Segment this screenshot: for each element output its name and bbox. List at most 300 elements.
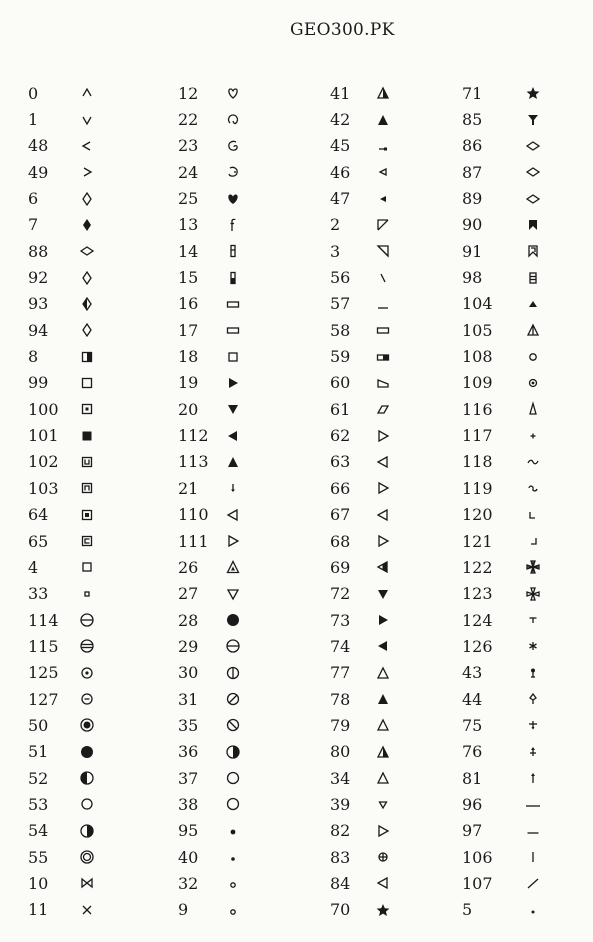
symbol-entry xyxy=(330,291,396,317)
symbol-code: 73 xyxy=(330,610,351,630)
diamond-open-icon xyxy=(74,321,100,339)
symbol-entry xyxy=(28,765,100,791)
circle-backslash-icon xyxy=(220,716,246,734)
symbol-entry xyxy=(330,317,396,343)
symbol-code: 7 xyxy=(28,215,39,235)
circle-open-icon xyxy=(220,795,246,813)
symbol-code: 70 xyxy=(330,900,351,920)
symbol-entry xyxy=(330,818,396,844)
symbol-code: 124 xyxy=(462,610,493,630)
symbol-code: 45 xyxy=(330,136,351,156)
symbol-code: 0 xyxy=(28,83,39,103)
symbol-code: 118 xyxy=(462,452,493,472)
symbol-code: 12 xyxy=(178,83,199,103)
symbol-code: 72 xyxy=(330,584,351,604)
symbol-entry xyxy=(330,633,396,659)
flag-f-icon xyxy=(220,216,246,234)
symbol-code: 85 xyxy=(462,110,483,130)
symbol-entry xyxy=(462,660,546,686)
symbol-code: 21 xyxy=(178,478,199,498)
corner-bl-icon xyxy=(520,506,546,524)
symbol-entry xyxy=(178,765,246,791)
symbol-column-1 xyxy=(28,80,100,923)
triangle-left-open-icon xyxy=(370,453,396,471)
symbol-code: 58 xyxy=(330,320,351,340)
triangle-up-half-icon xyxy=(370,743,396,761)
symbol-code: 62 xyxy=(330,426,351,446)
symbol-entry xyxy=(330,159,396,185)
page-title: GEO300.PK xyxy=(290,20,395,40)
symbol-entry xyxy=(330,449,396,475)
symbol-entry xyxy=(462,870,546,896)
diamond-wide-open-icon xyxy=(520,163,546,181)
symbol-entry xyxy=(330,264,396,290)
symbol-entry xyxy=(178,870,246,896)
symbol-entry xyxy=(330,343,396,369)
symbol-entry xyxy=(330,238,396,264)
tilde-icon xyxy=(520,453,546,471)
corner-tl-icon xyxy=(370,242,396,260)
maltese-cross-open-icon xyxy=(520,585,546,603)
parallelogram-icon xyxy=(370,400,396,418)
symbol-code: 8 xyxy=(28,347,39,367)
symbol-code: 114 xyxy=(28,610,59,630)
symbol-entry xyxy=(462,607,546,633)
symbol-entry xyxy=(330,581,396,607)
symbol-code: 40 xyxy=(178,847,199,867)
symbol-entry xyxy=(178,660,246,686)
symbol-code: 29 xyxy=(178,636,199,656)
symbol-entry xyxy=(330,475,396,501)
diamond-open-icon xyxy=(74,269,100,287)
triangle-right-filled-icon xyxy=(370,611,396,629)
bowtie-icon xyxy=(74,874,100,892)
plus-arrow-down-icon xyxy=(520,716,546,734)
symbol-code: 87 xyxy=(462,162,483,182)
diamond-half-left-icon xyxy=(74,295,100,313)
circle-vline-icon xyxy=(220,664,246,682)
symbol-entry xyxy=(178,475,246,501)
symbol-entry xyxy=(462,791,546,817)
symbol-entry xyxy=(28,818,100,844)
symbol-entry xyxy=(178,422,246,448)
symbol-code: 111 xyxy=(178,531,209,551)
symbol-code: 33 xyxy=(28,584,49,604)
symbol-code: 55 xyxy=(28,847,49,867)
symbol-entry xyxy=(178,133,246,159)
symbol-code: 46 xyxy=(330,162,351,182)
symbol-entry xyxy=(178,791,246,817)
diamond-wide-open-icon xyxy=(520,137,546,155)
symbol-code: 97 xyxy=(462,821,483,841)
star-filled-icon xyxy=(520,84,546,102)
symbol-entry xyxy=(462,264,546,290)
symbol-entry xyxy=(178,607,246,633)
symbol-code: 71 xyxy=(462,83,483,103)
symbol-code: 66 xyxy=(330,478,351,498)
symbol-entry xyxy=(178,159,246,185)
heart-open-icon xyxy=(220,84,246,102)
symbol-code: 19 xyxy=(178,373,199,393)
symbol-entry xyxy=(28,870,100,896)
symbol-entry xyxy=(178,897,246,923)
arrow-up-bar-icon xyxy=(520,769,546,787)
symbol-code: 47 xyxy=(330,189,351,209)
symbol-code: 34 xyxy=(330,768,351,788)
arrow-up-plus-icon xyxy=(520,743,546,761)
symbol-entry xyxy=(28,581,100,607)
triangle-up-split-icon xyxy=(520,321,546,339)
circle-small-open-icon xyxy=(520,348,546,366)
symbol-code: 63 xyxy=(330,452,351,472)
triangle-up-inner-icon xyxy=(220,558,246,576)
circle-bullseye-icon xyxy=(74,716,100,734)
square-thick-icon xyxy=(74,558,100,576)
symbol-entry xyxy=(330,422,396,448)
underscore-icon xyxy=(370,295,396,313)
symbol-entry xyxy=(330,212,396,238)
symbol-code: 49 xyxy=(28,162,49,182)
symbol-entry xyxy=(28,502,100,528)
symbol-entry xyxy=(28,106,100,132)
symbol-code: 84 xyxy=(330,873,351,893)
symbol-code: 17 xyxy=(178,320,199,340)
symbol-entry xyxy=(28,475,100,501)
triangle-up-half-icon xyxy=(370,84,396,102)
vbar-icon xyxy=(520,848,546,866)
symbol-entry xyxy=(178,264,246,290)
symbol-entry xyxy=(178,844,246,870)
symbol-code: 10 xyxy=(28,873,49,893)
caret-up-icon xyxy=(74,84,100,102)
symbol-entry xyxy=(462,554,546,580)
symbol-code: 52 xyxy=(28,768,49,788)
symbol-entry xyxy=(28,185,100,211)
symbol-entry xyxy=(28,212,100,238)
symbol-entry xyxy=(28,739,100,765)
symbol-code: 79 xyxy=(330,715,351,735)
asterisk-icon xyxy=(520,637,546,655)
symbol-code: 92 xyxy=(28,268,49,288)
diamond-wide-open-icon xyxy=(520,190,546,208)
symbol-code: 42 xyxy=(330,110,351,130)
circle-half-left-icon xyxy=(74,769,100,787)
symbol-entry xyxy=(462,739,546,765)
symbol-entry xyxy=(178,818,246,844)
bar-tall-open-icon xyxy=(220,242,246,260)
caret-down-icon xyxy=(74,111,100,129)
dot-tiny-icon xyxy=(520,901,546,919)
corner-tr-icon xyxy=(370,216,396,234)
symbol-entry xyxy=(462,712,546,738)
symbol-entry xyxy=(462,528,546,554)
circle-half-right-icon xyxy=(74,822,100,840)
symbol-entry xyxy=(462,502,546,528)
s-curve-icon xyxy=(520,479,546,497)
symbol-code: 43 xyxy=(462,663,483,683)
circle-tiny-icon xyxy=(220,874,246,892)
symbol-entry xyxy=(330,607,396,633)
symbol-entry xyxy=(28,291,100,317)
symbol-entry xyxy=(28,264,100,290)
symbol-entry xyxy=(462,897,546,923)
symbol-code: 13 xyxy=(178,215,199,235)
symbol-code: 98 xyxy=(462,268,483,288)
symbol-code: 18 xyxy=(178,347,199,367)
symbol-entry xyxy=(28,238,100,264)
rect-flat-half-icon xyxy=(370,348,396,366)
symbol-entry xyxy=(178,449,246,475)
circle-slash-icon xyxy=(220,690,246,708)
symbol-code: 110 xyxy=(178,505,209,525)
symbol-entry xyxy=(178,370,246,396)
symbol-column-2 xyxy=(178,80,246,923)
symbol-code: 24 xyxy=(178,162,199,182)
arrow-down-small-icon xyxy=(220,479,246,497)
symbol-entry xyxy=(462,291,546,317)
symbol-entry xyxy=(462,317,546,343)
symbol-code: 37 xyxy=(178,768,199,788)
symbol-entry xyxy=(178,712,246,738)
symbol-code: 126 xyxy=(462,636,493,656)
loop-right-icon xyxy=(220,163,246,181)
symbol-code: 96 xyxy=(462,794,483,814)
symbol-code: 122 xyxy=(462,557,493,577)
symbol-entry xyxy=(178,185,246,211)
rect-flat-open-icon xyxy=(370,321,396,339)
symbol-entry xyxy=(462,422,546,448)
symbol-code: 5 xyxy=(462,900,473,920)
symbol-code: 15 xyxy=(178,268,199,288)
backslash-icon xyxy=(370,269,396,287)
star-filled-icon xyxy=(370,901,396,919)
symbol-code: 1 xyxy=(28,110,39,130)
symbol-entry xyxy=(178,212,246,238)
symbol-entry xyxy=(330,554,396,580)
symbol-code: 105 xyxy=(462,320,493,340)
symbol-code: 104 xyxy=(462,294,493,314)
symbol-code: 86 xyxy=(462,136,483,156)
symbol-code: 76 xyxy=(462,742,483,762)
symbol-entry xyxy=(462,818,546,844)
symbol-code: 77 xyxy=(330,663,351,683)
flat-mark-icon xyxy=(370,137,396,155)
symbol-entry xyxy=(178,80,246,106)
symbol-entry xyxy=(178,581,246,607)
x-mark-icon xyxy=(74,901,100,919)
triangle-up-open-icon xyxy=(370,716,396,734)
triangle-right-open-icon xyxy=(370,427,396,445)
flag-filled-icon xyxy=(520,216,546,234)
heart-filled-icon xyxy=(220,190,246,208)
symbol-entry xyxy=(330,660,396,686)
symbol-code: 101 xyxy=(28,426,59,446)
symbol-code: 36 xyxy=(178,742,199,762)
symbol-code: 78 xyxy=(330,689,351,709)
symbol-entry xyxy=(462,581,546,607)
symbol-code: 4 xyxy=(28,557,39,577)
symbol-code: 116 xyxy=(462,399,493,419)
symbol-entry xyxy=(28,712,100,738)
symbol-entry xyxy=(28,396,100,422)
symbol-code: 16 xyxy=(178,294,199,314)
symbol-code: 95 xyxy=(178,821,199,841)
symbol-entry xyxy=(462,238,546,264)
symbol-code: 123 xyxy=(462,584,493,604)
symbol-entry xyxy=(330,897,396,923)
symbol-code: 103 xyxy=(28,478,59,498)
triangle-left-small-icon xyxy=(370,163,396,181)
funnel-icon xyxy=(520,111,546,129)
symbol-entry xyxy=(330,133,396,159)
symbol-code: 117 xyxy=(462,426,493,446)
diamond-wide-open-icon xyxy=(74,242,100,260)
triangle-left-filled-icon xyxy=(220,427,246,445)
symbol-entry xyxy=(330,502,396,528)
triangle-right-open-icon xyxy=(370,822,396,840)
symbol-entry xyxy=(330,844,396,870)
symbol-code: 69 xyxy=(330,557,351,577)
symbol-entry xyxy=(178,343,246,369)
wedge-open-icon xyxy=(370,374,396,392)
triangle-left-open-icon xyxy=(370,874,396,892)
circle-dash-icon xyxy=(74,690,100,708)
triangle-up-small-filled-icon xyxy=(520,295,546,313)
symbol-entry xyxy=(462,396,546,422)
circle-hline-icon xyxy=(220,637,246,655)
triangle-right-open-icon xyxy=(370,532,396,550)
triangle-left-filled-icon xyxy=(370,637,396,655)
symbol-code: 39 xyxy=(330,794,351,814)
square-inner-e-icon xyxy=(74,506,100,524)
symbol-entry xyxy=(28,343,100,369)
triangle-up-filled-icon xyxy=(370,111,396,129)
symbol-code: 90 xyxy=(462,215,483,235)
circle-double-hline-icon xyxy=(74,637,100,655)
symbol-entry xyxy=(28,554,100,580)
loop-left-icon xyxy=(220,137,246,155)
symbol-entry xyxy=(178,317,246,343)
caret-right-icon xyxy=(74,163,100,181)
symbol-entry xyxy=(462,475,546,501)
diamond-open-icon xyxy=(74,190,100,208)
symbol-entry xyxy=(178,633,246,659)
circle-thick-icon xyxy=(74,795,100,813)
symbol-code: 41 xyxy=(330,83,351,103)
symbol-entry xyxy=(28,686,100,712)
symbol-column-3 xyxy=(330,80,396,923)
symbol-entry xyxy=(330,370,396,396)
dot-small-filled-icon xyxy=(220,848,246,866)
symbol-code: 27 xyxy=(178,584,199,604)
symbol-code: 48 xyxy=(28,136,49,156)
circle-cross-icon xyxy=(370,848,396,866)
symbol-code: 68 xyxy=(330,531,351,551)
dash-medium-icon xyxy=(520,822,546,840)
triangle-left-open-icon xyxy=(370,506,396,524)
symbol-code: 93 xyxy=(28,294,49,314)
figure-small-icon xyxy=(520,664,546,682)
circle-half-right-icon xyxy=(220,743,246,761)
rect-flat-open-icon xyxy=(220,295,246,313)
symbol-entry xyxy=(178,686,246,712)
square-inner-n-icon xyxy=(74,479,100,497)
symbol-code: 44 xyxy=(462,689,483,709)
symbol-code: 2 xyxy=(330,215,341,235)
symbol-code: 88 xyxy=(28,241,49,261)
triangle-right-open-icon xyxy=(370,479,396,497)
symbol-code: 11 xyxy=(28,900,49,920)
symbol-code: 108 xyxy=(462,347,493,367)
symbol-entry xyxy=(462,212,546,238)
caret-left-icon xyxy=(74,137,100,155)
symbol-entry xyxy=(330,528,396,554)
symbol-code: 81 xyxy=(462,768,483,788)
triangle-tall-open-icon xyxy=(520,400,546,418)
square-tiny-icon xyxy=(74,585,100,603)
symbol-entry xyxy=(462,633,546,659)
symbol-entry xyxy=(462,185,546,211)
symbol-entry xyxy=(330,791,396,817)
symbol-entry xyxy=(462,686,546,712)
symbol-entry xyxy=(178,528,246,554)
arrow-up-diamond-icon xyxy=(520,690,546,708)
triangle-down-small-icon xyxy=(370,795,396,813)
symbol-code: 23 xyxy=(178,136,199,156)
slash-long-icon xyxy=(520,874,546,892)
triangle-up-open-icon xyxy=(370,664,396,682)
symbol-entry xyxy=(178,396,246,422)
symbol-code: 59 xyxy=(330,347,351,367)
symbol-entry xyxy=(178,238,246,264)
symbol-code: 67 xyxy=(330,505,351,525)
symbol-entry xyxy=(462,844,546,870)
symbol-code: 112 xyxy=(178,426,209,446)
symbol-entry xyxy=(28,607,100,633)
symbol-entry xyxy=(178,554,246,580)
square-inner-c-icon xyxy=(74,532,100,550)
tack-down-icon xyxy=(520,611,546,629)
symbol-entry xyxy=(28,528,100,554)
symbol-code: 75 xyxy=(462,715,483,735)
symbol-code: 120 xyxy=(462,505,493,525)
maltese-cross-icon xyxy=(520,558,546,576)
symbol-entry xyxy=(462,343,546,369)
symbol-entry xyxy=(28,844,100,870)
symbol-entry xyxy=(28,449,100,475)
symbol-code: 26 xyxy=(178,557,199,577)
symbol-entry xyxy=(28,897,100,923)
symbol-entry xyxy=(462,133,546,159)
circle-double-icon xyxy=(74,848,100,866)
symbol-code: 14 xyxy=(178,241,199,261)
triangle-up-filled-icon xyxy=(370,690,396,708)
triangle-left-half-icon xyxy=(370,558,396,576)
circle-dot-icon xyxy=(74,664,100,682)
symbol-entry xyxy=(178,502,246,528)
symbol-entry xyxy=(28,159,100,185)
symbol-code: 53 xyxy=(28,794,49,814)
symbol-code: 107 xyxy=(462,873,493,893)
symbol-code: 115 xyxy=(28,636,59,656)
symbol-entry xyxy=(462,765,546,791)
symbol-code: 9 xyxy=(178,900,189,920)
symbol-entry xyxy=(330,80,396,106)
symbol-code: 25 xyxy=(178,189,199,209)
symbol-entry xyxy=(178,291,246,317)
symbol-code: 94 xyxy=(28,320,49,340)
triangle-left-open-icon xyxy=(220,506,246,524)
